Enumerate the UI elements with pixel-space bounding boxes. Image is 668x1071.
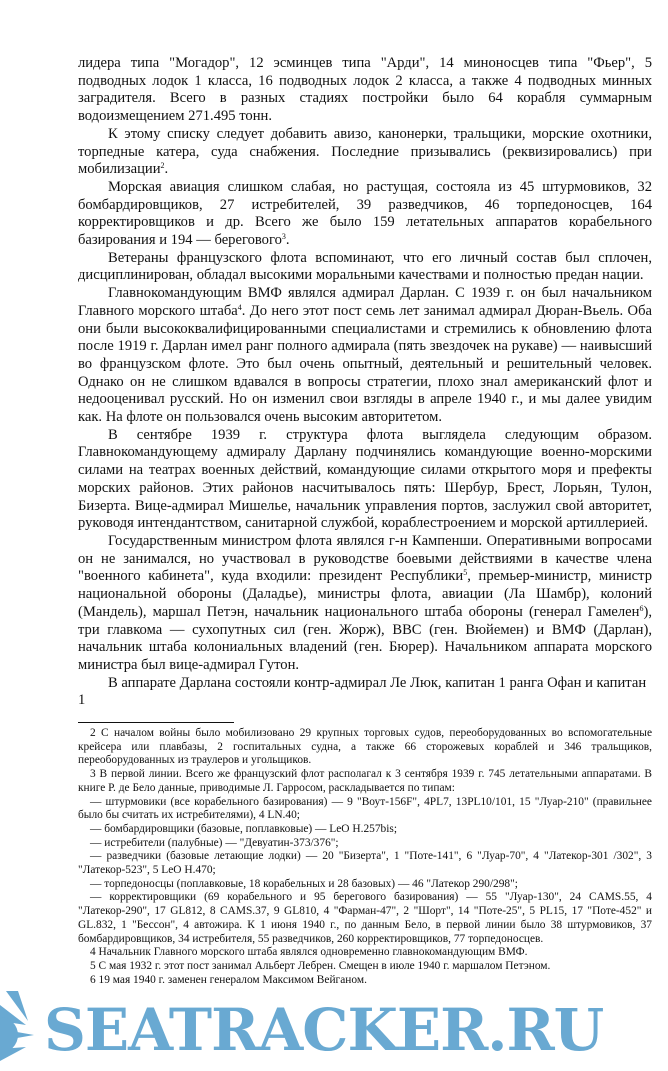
footnote-ref[interactable]: 2	[160, 161, 165, 171]
footnote: — бомбардировщики (базовые, поплавковые) — LeO H.257bis;	[90, 822, 398, 835]
watermark-text: SEATRACKER.RU	[44, 996, 604, 1065]
paragraph: Ветераны французского флота вспоминают, что его личный состав был сплочен, дисциплинирован, обладал высокими моральными качествами и полностью предан нации.	[78, 249, 652, 284]
text: Главнокомандующим ВМФ являлся адмирал Дарлан. С 1939 г. он был начальником Главного морского штаба	[78, 285, 652, 319]
footnote-ref[interactable]: 5	[463, 568, 468, 578]
paragraph: лидера типа "Могадор", 12 эсминцев типа "Арди", 14 миноносцев типа "Фьер", 5 подводных лодок 1 класса, 16 подводных лодок 2 класса, а также 4 подводных минных заградителя. Всего в разных стадиях постройки было 64 корабля суммарным водоизмещением 271.495 тонн.	[78, 55, 652, 125]
footnote: 3 В первой линии. Всего же французский флот располагал к 3 сентября 1939 г. 745 летательными аппаратами. В книге Р. де Бело данные, приводимые Л. Гарросом, раскладывается по типам:	[78, 768, 652, 794]
paragraph	[78, 285, 652, 427]
text: К этому списку следует добавить авизо, канонерки, тральщики, морские охотники, торпедные катера, суда снабжения. Последние призывались (реквизировались) при мобилизации	[78, 125, 652, 178]
footnote: — торпедоносцы (поплавковые, 18 корабельных и 28 базовых) — 46 "Латекор 290/298";	[90, 877, 518, 890]
footnote: 5 С мая 1932 г. этот пост занимал Альберт Лебрен. Смещен в июле 1940 г. маршалом Петэном.	[90, 959, 551, 972]
text: Морская авиация слишком слабая, но растущая, состояла из 45 штурмовиков, 32 бомбардировщиков, 27 истребителей, 39 разведчиков, 46 торпедоносцев, 164 корректировщиков и др. Всего же было 159 летательных аппаратов корабельного базирования и 194 — берегового	[78, 178, 652, 249]
paragraph	[78, 179, 652, 250]
text: ), три главкома — сухопутных сил (ген. Жорж), ВВС (ген. Вюйемен) и ВМФ (Дарлан), начальник штаба колониальных владений (ген. Бюрер). Начальником аппарата морского министра был вице-адмирал Гутон.	[78, 603, 652, 673]
watermark	[0, 991, 668, 1071]
footnote: 2 С началом войны было мобилизовано 29 крупных торговых судов, переоборудованных во вспомогательные крейсера или плавбазы, 2 госпитальных судна, а также 66 сторожевых кораблей и 346 тральщиков, переоборудованных из траулеров и угольщиков.	[78, 727, 652, 767]
footnote: — штурмовики (все корабельного базирования) — 9 "Воут-156F", 4PL7, 13PL10/101, 15 "Луар-210" (правильнее было бы считать их истребителями), 4 LN.40;	[78, 795, 652, 822]
footnote: 4 Начальник Главного морского штаба являлся одновременно главнокомандующим ВМФ.	[90, 946, 528, 959]
footnote-separator	[78, 722, 234, 723]
text: .	[164, 161, 169, 178]
footnote: — истребители (палубные) — "Девуатин-373/376";	[90, 836, 339, 849]
footnote: 6 19 мая 1940 г. заменен генералом Максимом Вейганом.	[90, 973, 367, 986]
sun-rays-icon	[0, 991, 44, 1071]
text: .	[285, 232, 290, 249]
paragraph	[78, 126, 652, 179]
footnote-ref[interactable]: 3	[281, 232, 286, 242]
footnote: — корректировщики (69 корабельного и 95 берегового базирования) — 55 "Луар-130", 24 CAMS.55, 4 "Латекор-290", 17 GL812, 8 CAMS.37, 9 GL810, 4 "Фарман-47", 2 "Шорт", 14 "Поте-25", 5 PL15, 17 "Поте-452" и GL.832, 1 "Бессон", 4 автожира. К 1 июня 1940 г., по данным Бело, в первой линии было 38 штурмовиков, 37 бомбардировщиков, 34 истребителя, 55 разведчиков, 260 корректировщиков, 77 торпедоносцев.	[78, 891, 652, 945]
footnote-ref[interactable]: 6	[639, 603, 644, 613]
main-text	[78, 55, 652, 710]
paragraph	[78, 533, 652, 675]
text: . До него этот пост семь лет занимал адмирал Дюран-Вьель. Оба они были высококвалифицированными специалистами и стремились к обновлению флота после 1919 г. Дарлан имел ранг полного адмирала (пять звездочек на рукаве) — наивысший во французском флоте. Это был очень опытный, деятельный и решительный человек. Однако он не слишком вдавался в вопросы стратегии, плохо знал американский флот и недооценивал русский. Но он изменил свои взгляды в апреле 1940 г., и мы далее увидим как. На флоте он пользовался очень высоким авторитетом.	[78, 302, 652, 426]
paragraph: В сентябре 1939 г. структура флота выглядела следующим образом. Главнокомандующему адмиралу Дарлану подчинялись командующие военно-морскими силами на театрах военных действий, командующие силами открытого моря и префекты морских районов. Этих районов насчитывалось пять: Шербур, Брест, Лорьян, Тулон, Бизерта. Вице-адмирал Мишелье, начальник управления портов, заслужил свой авторитет, руководя интендантством, санитарной службой, кораблестроением и морской артиллерией.	[78, 426, 652, 532]
paragraph: В аппарате Дарлана состояли контр-адмирал Ле Люк, капитан 1 ранга Офан и капитан 1	[78, 674, 647, 709]
footnote-ref[interactable]: 4	[237, 302, 242, 312]
footnotes	[78, 727, 652, 987]
text: Государственным министром флота являлся г-н Кампенши. Оперативными вопросами он не занимался, но участвовал в руководстве боевыми действиями в качестве члена "военного кабинета", куда входили: президент Республики	[78, 532, 652, 585]
text: , премьер-министр, министр национальной обороны (Даладье), министры флота, авиации (Ла Шамбр), колоний (Мандель), маршал Петэн, начальник национального штаба обороны (генерал Гамелен	[78, 568, 652, 620]
footnote: — разведчики (базовые летающие лодки) — 20 "Бизерта", 1 "Поте-141", 6 "Луар-70", 4 "Латекор-301 /302", 3 "Латекор-523", 5 LeO H.470;	[78, 850, 652, 877]
